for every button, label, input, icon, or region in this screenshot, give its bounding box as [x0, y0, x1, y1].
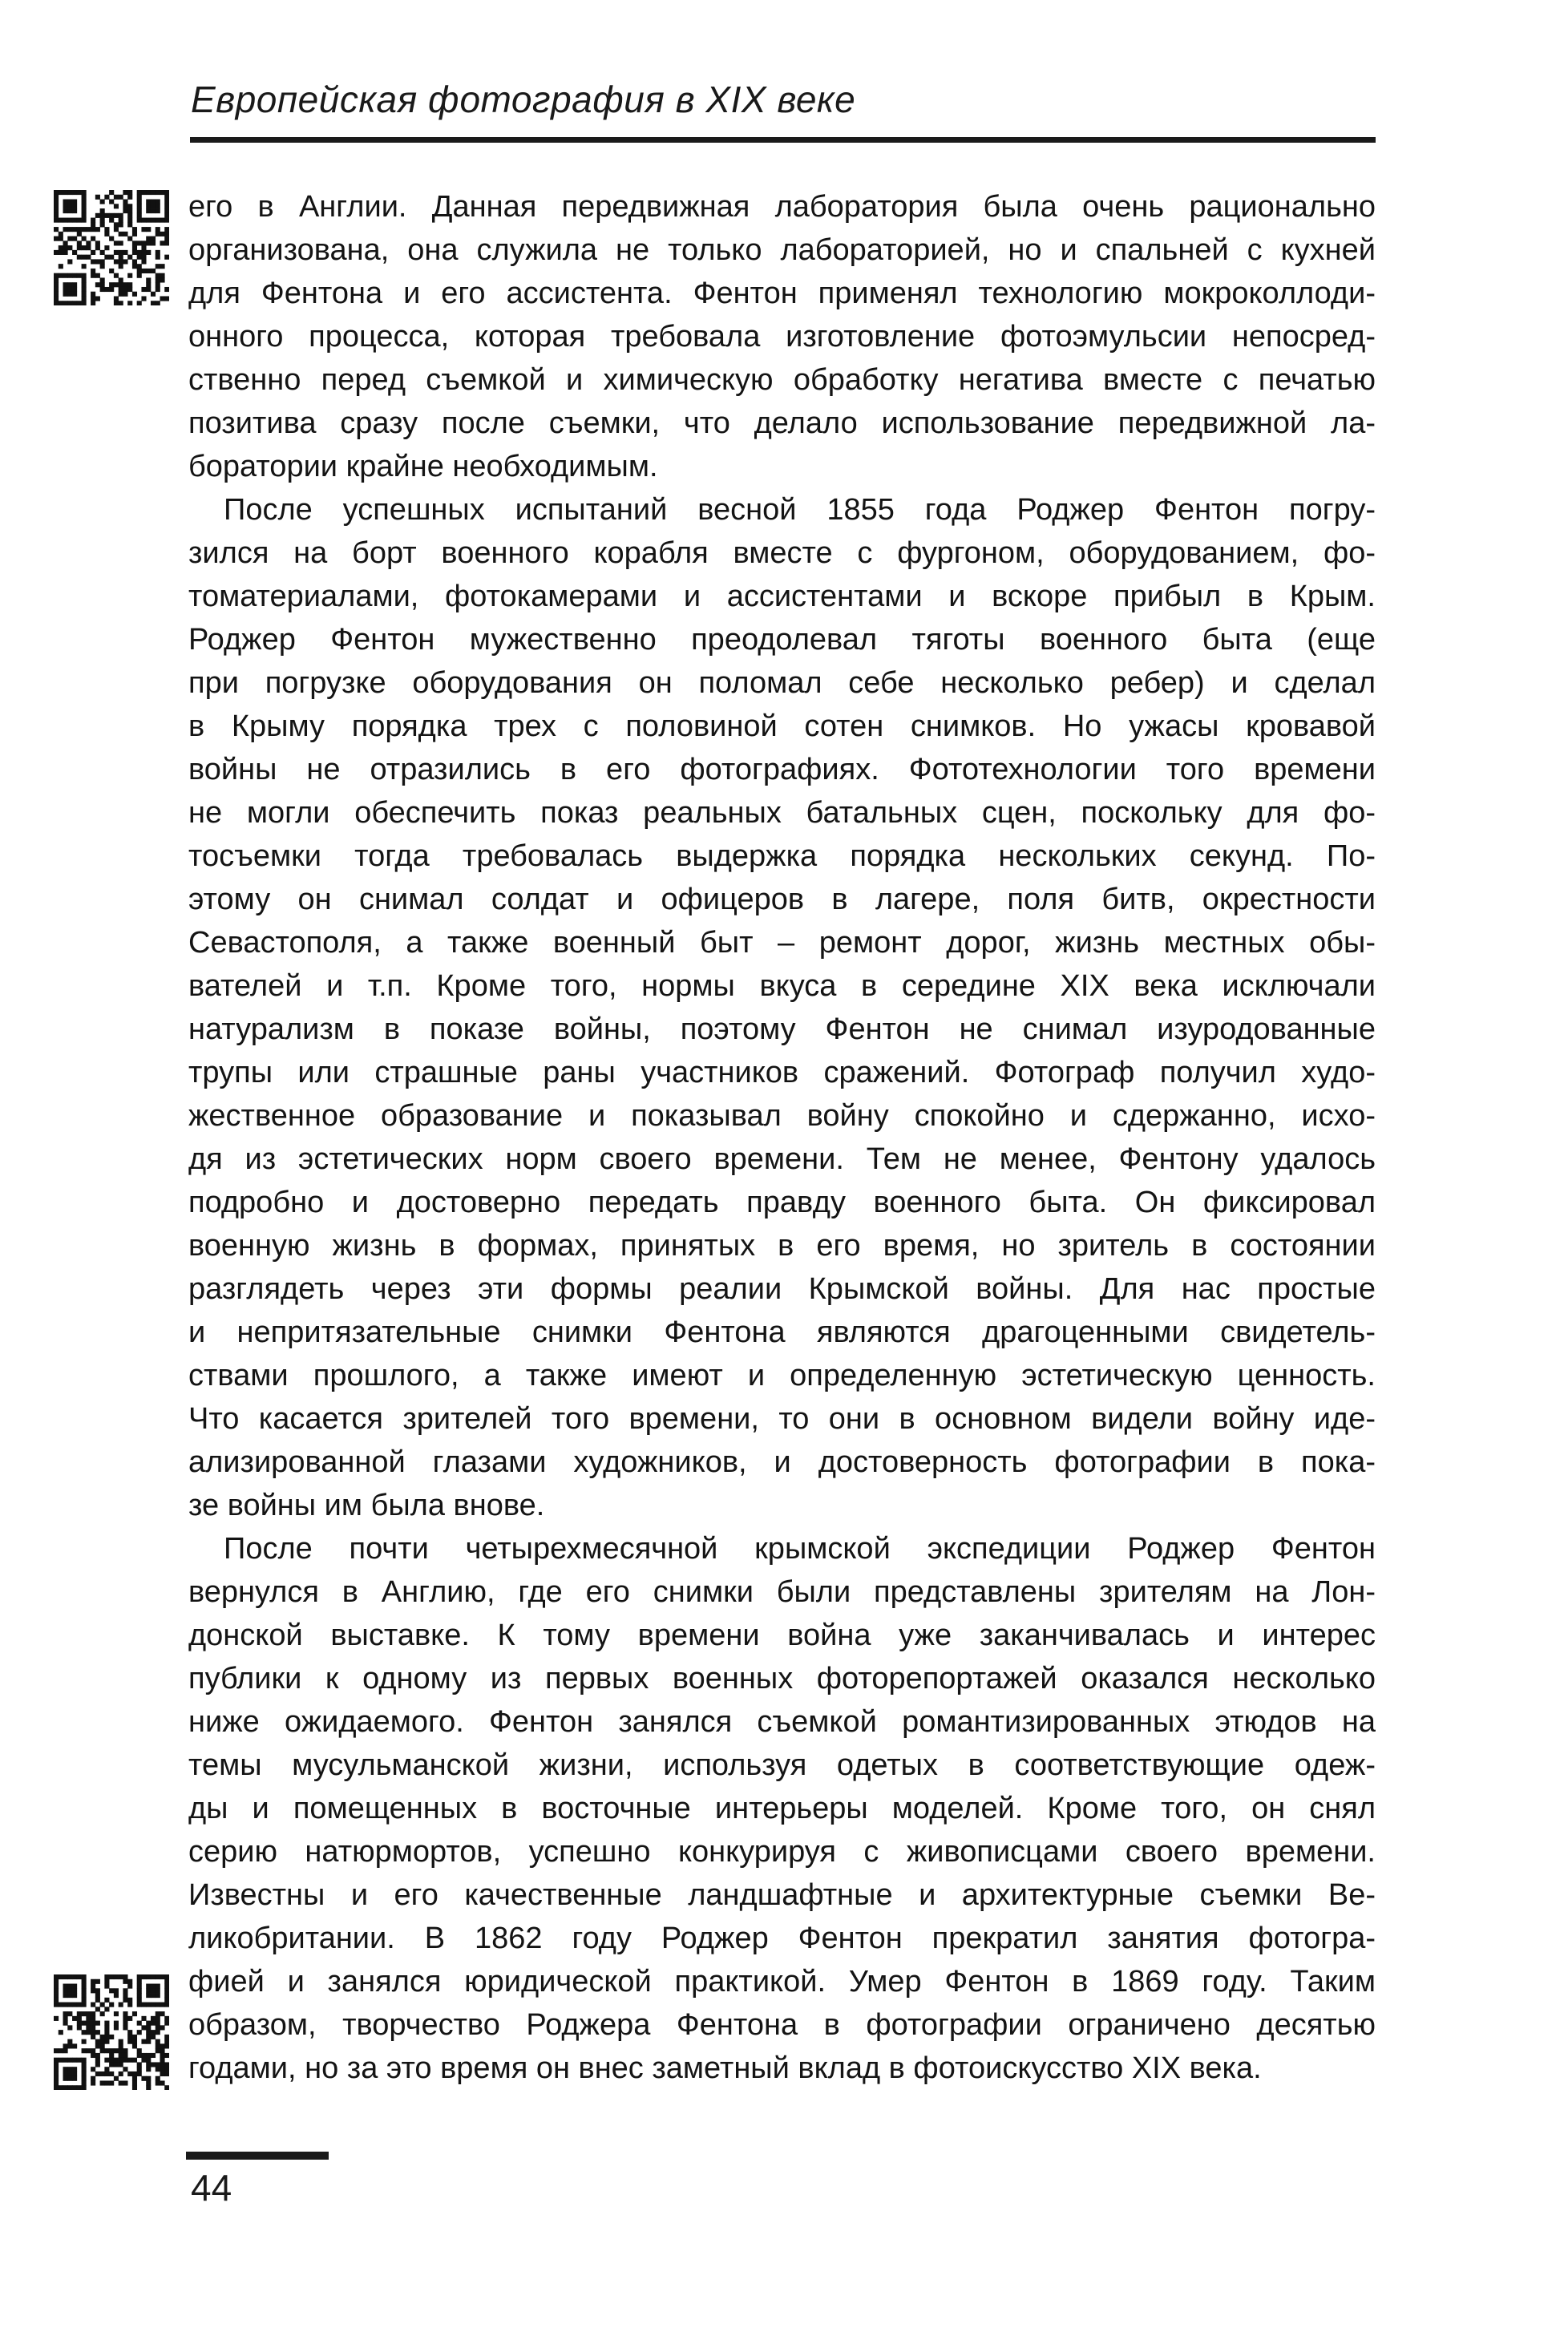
text-line: После почти четырехмесячной крымской экспедиции Роджер Фентон [224, 1532, 1376, 1566]
text-line: серию натюрмортов, успешно конкурируя с живописцами своего времени. [188, 1835, 1376, 1869]
text-line: образом, творчество Роджера Фентона в фотографии ограничено десятью [188, 2008, 1376, 2042]
text-line: для Фентона и его ассистента. Фентон применял технологию мокроколлоди- [188, 277, 1376, 310]
text-line: ликобритании. В 1862 году Роджер Фентон прекратил занятия фотогра- [188, 1922, 1376, 1955]
text-line: ды и помещенных в восточные интерьеры моделей. Кроме того, он снял [188, 1792, 1376, 1825]
text-line: военную жизнь в формах, принятых в его время, но зритель в состоянии [188, 1229, 1376, 1263]
text-line: ствами прошлого, а также имеют и определенную эстетическую ценность. [188, 1359, 1376, 1392]
text-line: в Крыму порядка трех с половиной сотен снимков. Но ужасы кровавой [188, 709, 1376, 743]
text-line: его в Англии. Данная передвижная лаборатория была очень рационально [188, 190, 1376, 224]
text-line: донской выставке. К тому времени война уже заканчивалась и интерес [188, 1619, 1376, 1652]
page-number: 44 [191, 2167, 232, 2209]
header-rule [190, 137, 1376, 143]
text-line: зе войны им была внове. [188, 1489, 545, 1522]
text-line: ниже ожидаемого. Фентон занялся съемкой романтизированных этюдов на [188, 1705, 1376, 1739]
text-line: Что касается зрителей того времени, то они в основном видели войну иде- [188, 1402, 1376, 1436]
text-line: при погрузке оборудования он поломал себе несколько ребер) и сделал [188, 666, 1376, 700]
text-line: Севастополя, а также военный быт – ремонт дорог, жизнь местных обы- [188, 926, 1376, 960]
text-line: зился на борт военного корабля вместе с фургоном, оборудованием, фо- [188, 536, 1376, 570]
text-line: Роджер Фентон мужественно преодолевал тяготы военного быта (еще [188, 623, 1376, 657]
text-line: онного процесса, которая требовала изготовление фотоэмульсии непосред- [188, 320, 1376, 354]
text-line: дя из эстетических норм своего времени. Тем не менее, Фентону удалось [188, 1142, 1376, 1176]
text-line: вателей и т.п. Кроме того, нормы вкуса в середине XIX века исключали [188, 969, 1376, 1003]
text-line: После успешных испытаний весной 1855 года Роджер Фентон погру- [224, 493, 1376, 527]
running-header-title: Европейская фотография в XIX веке [191, 79, 856, 120]
text-line: томатериалами, фотокамерами и ассистентами и вскоре прибыл в Крым. [188, 580, 1376, 613]
text-line: фией и занялся юридической практикой. Умер Фентон в 1869 году. Таким [188, 1965, 1376, 1999]
text-line: войны не отразились в его фотографиях. Фототехнологии того времени [188, 753, 1376, 786]
text-line: публики к одному из первых военных фоторепортажей оказался несколько [188, 1662, 1376, 1695]
article-text [188, 185, 1376, 2090]
text-line: ственно перед съемкой и химическую обработку негатива вместе с печатью [188, 363, 1376, 397]
text-line: подробно и достоверно передать правду военного быта. Он фиксировал [188, 1186, 1376, 1219]
text-line: организована, она служила не только лабораторией, но и спальней с кухней [188, 233, 1376, 267]
running-header [191, 78, 855, 121]
text-line: боратории крайне необходимым. [188, 450, 658, 483]
footnote-rule [186, 2152, 329, 2160]
text-line: жественное образование и показывал войну спокойно и сдержанно, исхо- [188, 1099, 1376, 1133]
text-line: годами, но за это время он внес заметный вклад в фотоискусство XIX века. [188, 2051, 1262, 2085]
text-line: вернулся в Англию, где его снимки были представлены зрителям на Лон- [188, 1575, 1376, 1609]
text-line: темы мусульманской жизни, используя одетых в соответствующие одеж- [188, 1748, 1376, 1782]
text-line: позитива сразу после съемки, что делало использование передвижной ла- [188, 406, 1376, 440]
text-line: тосъемки тогда требовалась выдержка порядка нескольких секунд. По- [188, 839, 1376, 873]
text-line: Известны и его качественные ландшафтные и архитектурные съемки Ве- [188, 1878, 1376, 1912]
qr-code-top-icon [54, 190, 169, 305]
text-line: ализированной глазами художников, и достоверность фотографии в пока- [188, 1445, 1376, 1479]
qr-code-bottom-icon [54, 1974, 169, 2090]
text-line: разглядеть через эти формы реалии Крымской войны. Для нас простые [188, 1272, 1376, 1306]
text-line: этому он снимал солдат и офицеров в лагере, поля битв, окрестности [188, 883, 1376, 916]
text-line: трупы или страшные раны участников сражений. Фотограф получил худо- [188, 1056, 1376, 1089]
text-line: и непритязательные снимки Фентона являются драгоценными свидетель- [188, 1316, 1376, 1349]
text-line: не могли обеспечить показ реальных батальных сцен, поскольку для фо- [188, 796, 1376, 830]
text-line: натурализм в показе войны, поэтому Фентон не снимал изуродованные [188, 1012, 1376, 1046]
